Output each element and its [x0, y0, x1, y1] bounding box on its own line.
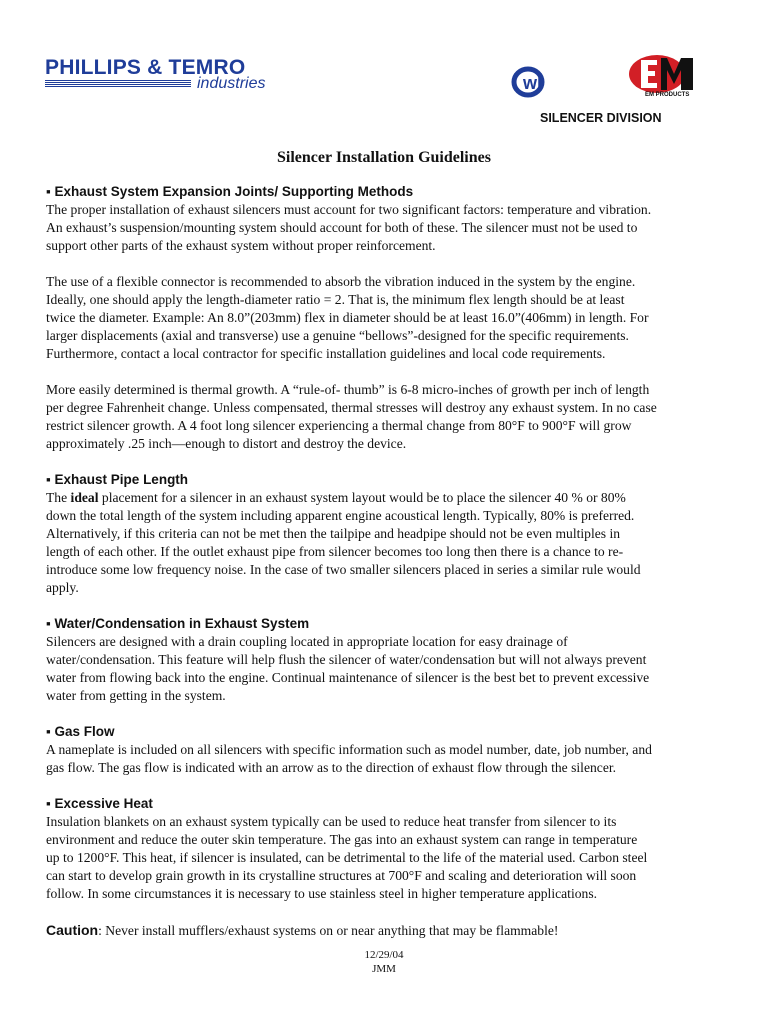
paragraph: The use of a flexible connector is recommended to absorb the vibration induced in the system by the engine. Ideally, one should apply the length-diameter ratio = 2. That is, the minimum flex length should be at least twice the diameter. Example: An 8.0”(203mm) flex in diameter should be at least 16.0”(406mm) in length. For larger displacements (axial and transverse) use a genuine “bellows”-designed for the specific requirements. Furthermore, contact a local contractor for specific installation guidelines and local code requirements.: [46, 274, 649, 361]
cowl-logo: [510, 60, 570, 98]
svg-text:wl: wl: [523, 73, 543, 93]
section-heading-expansion-joints: ▪ Exhaust System Expansion Joints/ Supporting Methods: [46, 184, 414, 199]
company-name: PHILLIPS & TEMRO: [45, 56, 246, 79]
paragraph: A nameplate is included on all silencers with specific information such as model number, date, job number, and gas flow. The gas flow is indicated with an arrow as to the direction of exhaust flow through the silencer.: [46, 742, 652, 775]
section-heading-water-condensation: ▪ Water/Condensation in Exhaust System: [46, 616, 310, 631]
paragraph: The proper installation of exhaust silencers must account for two significant factors: temperature and vibration. An exhaust’s suspension/mounting system should account for both of these. The silencer must not be used to support other parts of the exhaust system without proper reinforcement.: [46, 202, 652, 253]
footer-initials: JMM: [372, 963, 396, 975]
phillips-temro-logo: [45, 57, 295, 97]
section-heading-gas-flow: ▪ Gas Flow: [46, 724, 115, 739]
em-products-caption: EM PRODUCTS: [645, 92, 690, 98]
paragraph: Silencers are designed with a drain coupling located in appropriate location for easy drainage of water/condensation. This feature will help flush the silencer of water/condensation but will not always prevent water from flowing back into the engine. Continual maintenance of silencer is the best bet to prevent excessive water from getting in the system.: [46, 634, 650, 703]
paragraph: Insulation blankets on an exhaust system typically can be used to reduce heat transfer from silencer to its environment and reduce the outer skin temperature. The gas into an exhaust system can range in temperature up to 1200°F. This heat, if silencer is insulated, can be detrimental to the life of the material used. Carbon steel can start to develop grain growth in its crystalline structures at 700°F and scaling and deterioration will soon follow. In some circumstances it is necessary to use stainless steel in higher temperature applications.: [46, 814, 648, 901]
logo-stripes: [45, 80, 191, 88]
document-title: Silencer Installation Guidelines: [277, 149, 491, 166]
division-label: SILENCER DIVISION: [540, 111, 662, 125]
document-body: [46, 183, 726, 940]
section-heading-exhaust-pipe-length: ▪ Exhaust Pipe Length: [46, 472, 189, 487]
paragraph: More easily determined is thermal growth. A “rule-of- thumb” is 6-8 micro-inches of growth per inch of length per degree Fahrenheit change. Unless compensated, thermal stresses will destroy any exhaust system. In no case restrict silencer growth. A 4 foot long silencer experiencing a thermal change from 80°F to 900°F will grow approximately .25 inch—enough to distort and destroy the device.: [46, 382, 657, 451]
footer: [0, 948, 768, 976]
caution-note: [46, 921, 726, 940]
caution-label: Caution: [46, 922, 99, 938]
company-subtitle: industries: [197, 75, 266, 92]
footer-date: 12/29/04: [364, 949, 404, 961]
section-heading-excessive-heat: ▪ Excessive Heat: [46, 796, 153, 811]
paragraph: The ideal placement for a silencer in an exhaust system layout would be to place the silencer 40 % or 80% down the total length of the system including apparent engine acoustical length. Typically, 80% is preferred. Alternatively, if this criteria can not be met then the tailpipe and headpipe should not be even multiples in length of each other. If the outlet exhaust pipe from silencer becomes too long then there is a chance to re- introduce some low frequency noise. In the case of two smaller silencers placed in series a similar rule would apply.: [46, 490, 641, 595]
caution-text: : Never install mufflers/exhaust systems on or near anything that may be flammable!: [98, 923, 559, 938]
